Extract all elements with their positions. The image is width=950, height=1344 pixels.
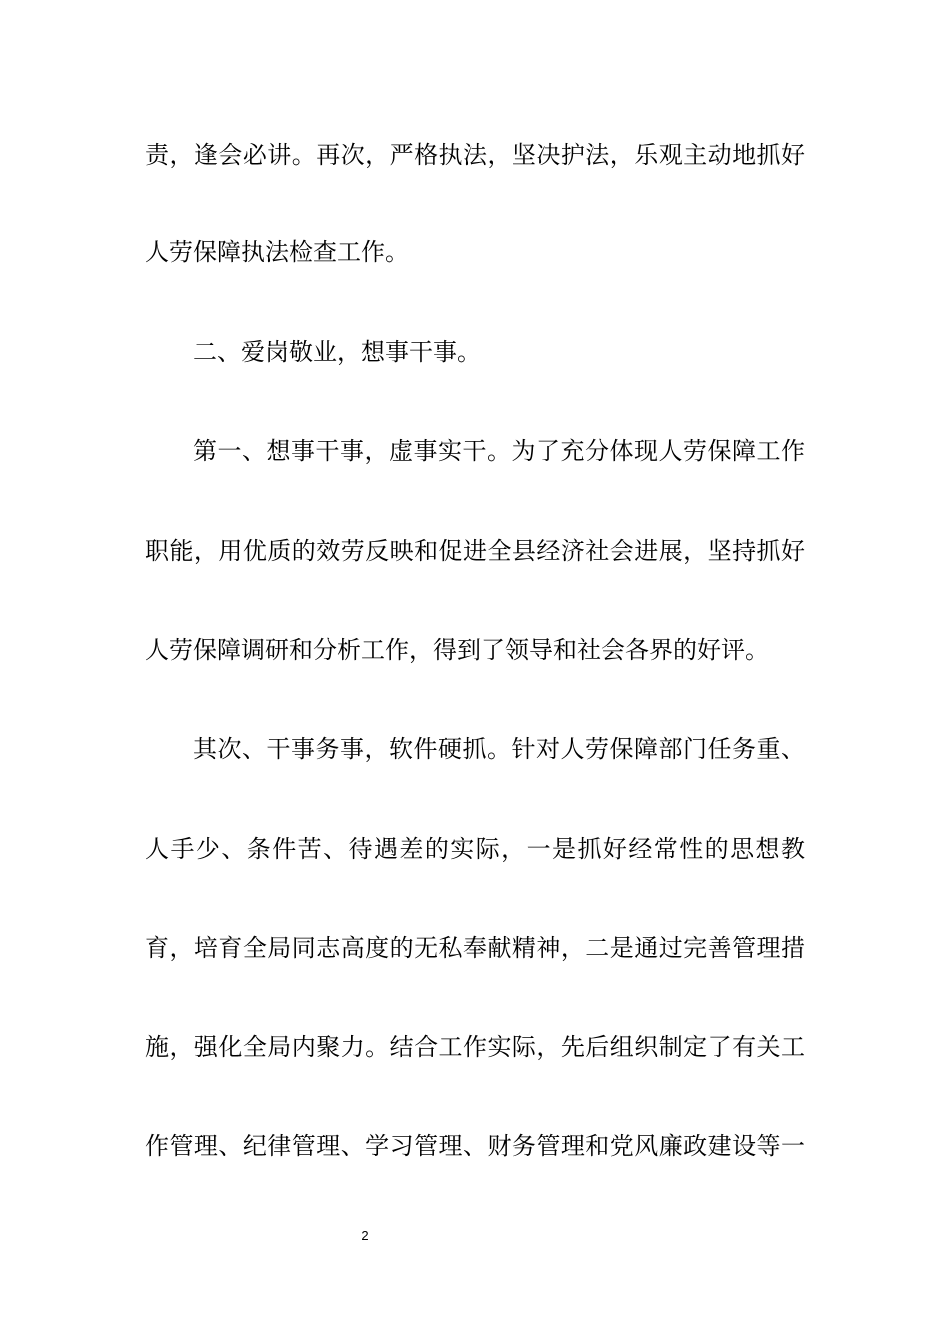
page-number: 2 [361,1228,369,1243]
text-line: 其次、干事务事，软件硬抓。针对人劳保障部门任务重、 [193,735,805,763]
text-line: 作管理、纪律管理、学习管理、财务管理和党风廉政建设等一 [145,1132,805,1160]
text-line: 育，培育全局同志高度的无私奉献精神，二是通过完善管理措 [145,934,805,962]
text-line: 第一、想事干事，虚事实干。为了充分体现人劳保障工作 [193,437,805,465]
text-line: 职能，用优质的效劳反映和促进全县经济社会进展，坚持抓好 [145,537,805,565]
text-line: 施，强化全局内聚力。结合工作实际，先后组织制定了有关工 [145,1033,805,1061]
section-heading: 二、爱岗敬业，想事干事。 [193,338,481,366]
text-line: 人手少、条件苦、待遇差的实际，一是抓好经常性的思想教 [145,835,805,863]
text-line: 人劳保障调研和分析工作，得到了领导和社会各界的好评。 [145,636,769,664]
text-line: 责，逢会必讲。再次，严格执法，坚决护法，乐观主动地抓好 [145,141,805,169]
text-line: 人劳保障执法检查工作。 [145,238,409,266]
